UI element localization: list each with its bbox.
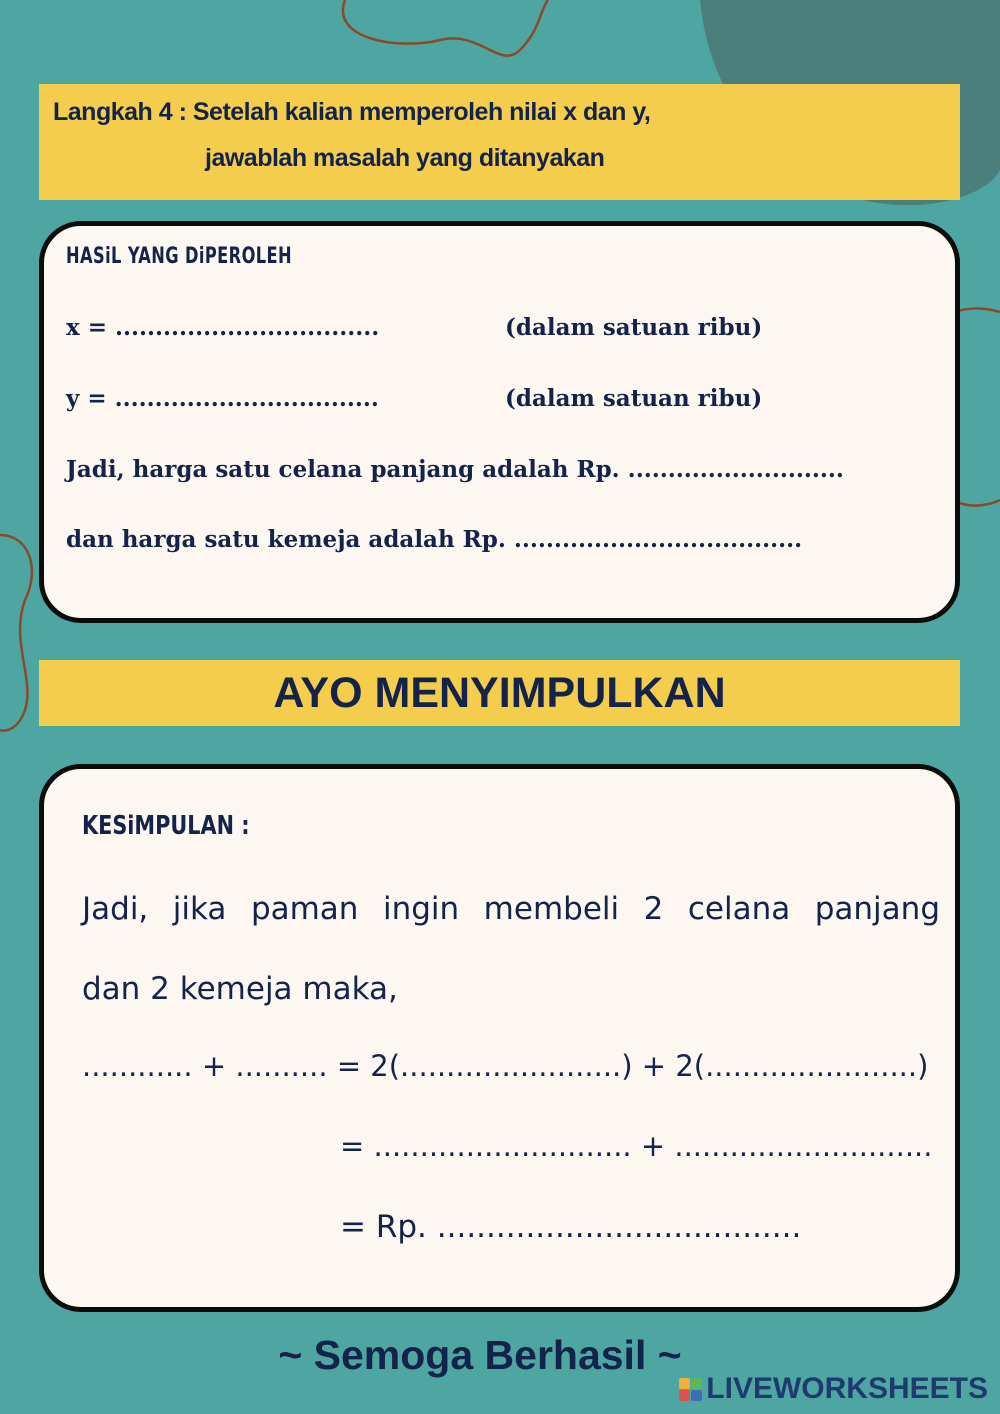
kesimpulan-line1 — [82, 891, 940, 927]
word: 2 — [643, 891, 664, 927]
conclusion-heading: AYO MENYIMPULKAN — [273, 668, 726, 717]
word: membeli — [483, 891, 620, 927]
footer-message: ~ Semoga Berhasil ~ — [278, 1332, 682, 1378]
liveworksheets-brand — [679, 1372, 988, 1406]
step-instruction-line2: jawablah masalah yang ditanyakan — [205, 144, 605, 172]
word: celana — [687, 891, 791, 927]
x-unit-note: (dalam satuan ribu) — [505, 314, 763, 341]
conclusion-banner — [39, 660, 960, 726]
equation-line1-field[interactable]: ............ + .......... = 2(........................) + 2(.......................) — [82, 1049, 929, 1083]
y-unit-note: (dalam satuan ribu) — [505, 385, 763, 412]
top-squiggle — [343, 0, 548, 56]
hasil-title: HASiL YANG DiPEROLEH — [66, 244, 293, 269]
step-instruction-line1: Langkah 4 : Setelah kalian memperoleh nilai x dan y, — [53, 98, 651, 126]
celana-price-field[interactable]: Jadi, harga satu celana panjang adalah Rp. ........................... — [66, 456, 844, 483]
equation-line2-field[interactable]: = ............................ + ............................ — [340, 1129, 933, 1163]
step-4-banner — [39, 84, 960, 200]
equation-line3-field[interactable]: = Rp. ..................................... — [340, 1209, 802, 1245]
kesimpulan-card — [39, 764, 960, 1312]
kemeja-price-field[interactable]: dan harga satu kemeja adalah Rp. .................................... — [66, 526, 803, 553]
word: paman — [250, 891, 359, 927]
hasil-card — [39, 221, 960, 623]
left-squiggle — [0, 535, 32, 731]
word: Jadi, — [82, 891, 149, 927]
word: panjang — [814, 891, 940, 927]
liveworksheets-logo-icon — [679, 1378, 702, 1401]
kesimpulan-line2: dan 2 kemeja maka, — [82, 971, 398, 1007]
kesimpulan-title: KESiMPULAN : — [82, 811, 250, 841]
word: ingin — [382, 891, 460, 927]
brand-text: LIVEWORKSHEETS — [706, 1372, 988, 1405]
word: jika — [172, 891, 227, 927]
x-answer-field[interactable]: x = ................................. — [66, 314, 380, 341]
y-answer-field[interactable]: y = ................................. — [66, 385, 379, 412]
